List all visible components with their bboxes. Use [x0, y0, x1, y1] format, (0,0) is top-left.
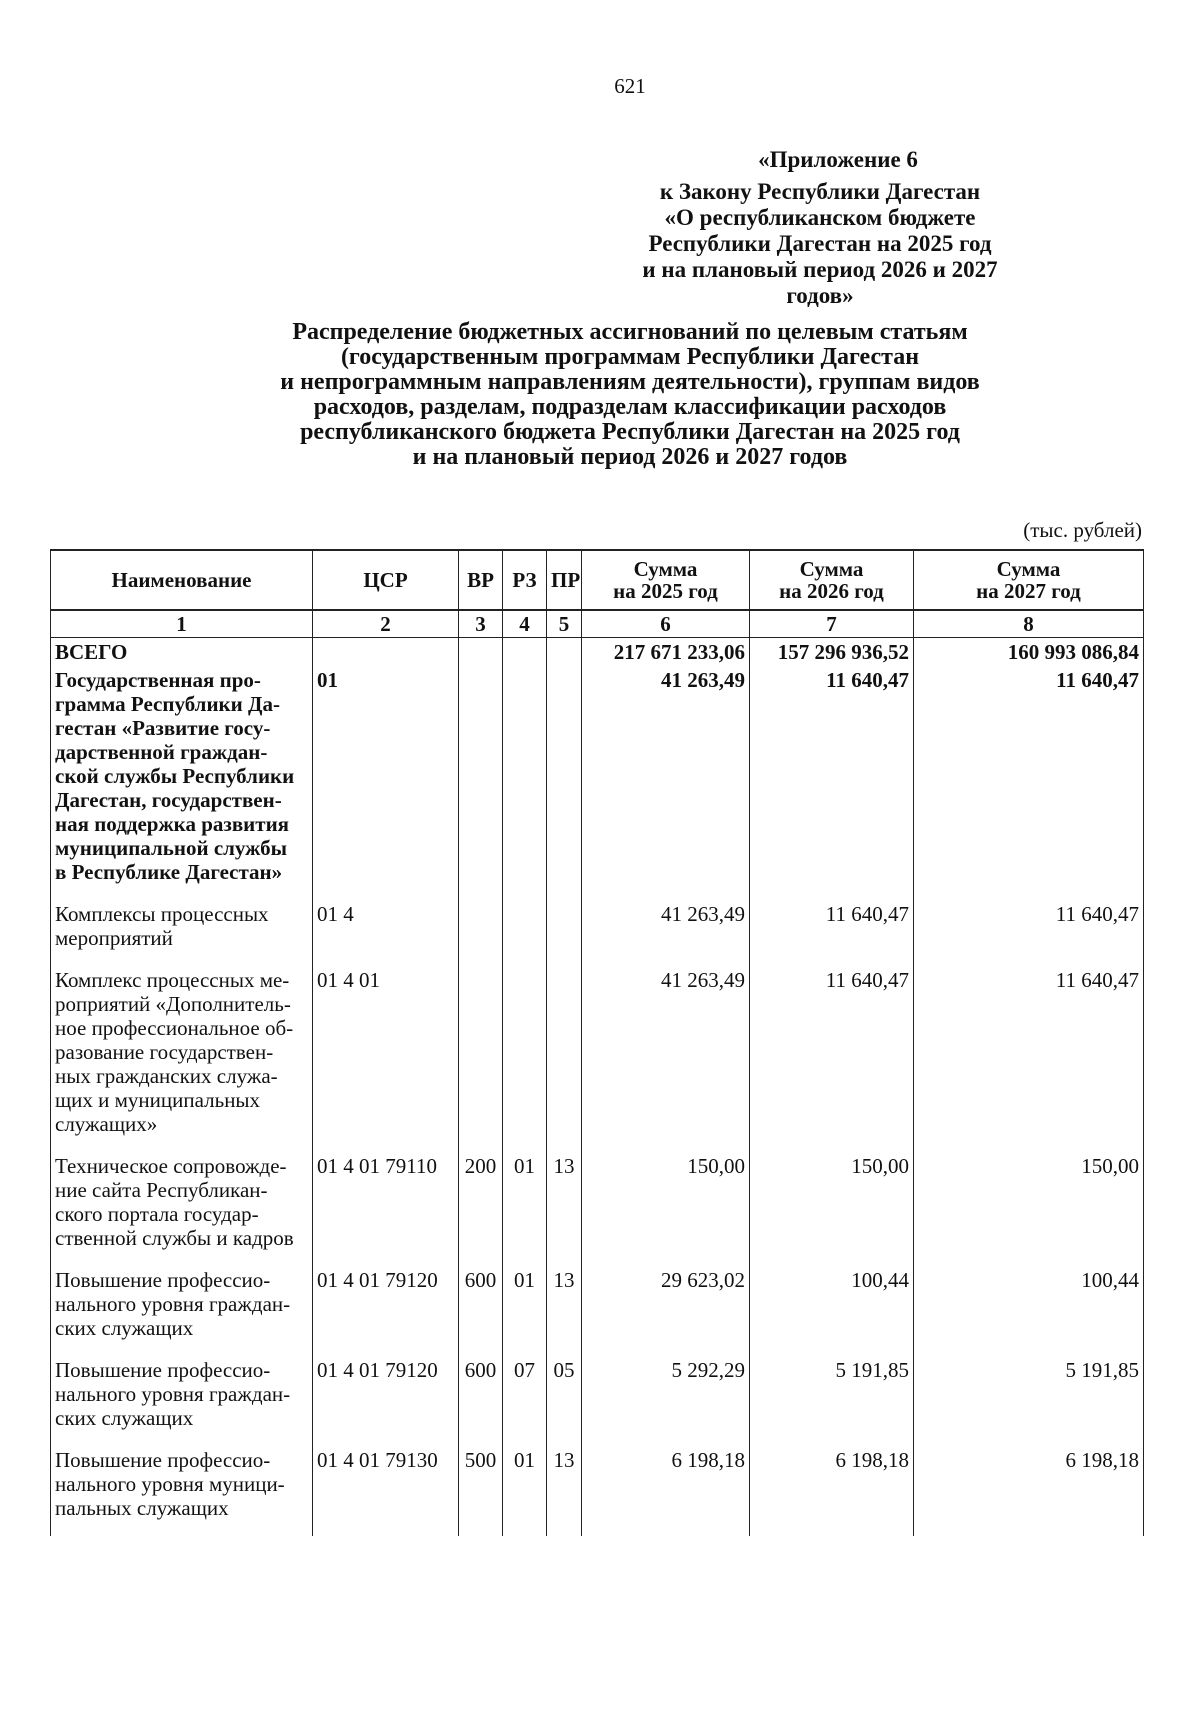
row-csr: 01 — [313, 666, 459, 900]
row-vr — [459, 638, 503, 667]
header-row — [51, 550, 1144, 610]
row-pr: 13 — [547, 1446, 582, 1536]
row-sum-2027: 100,44 — [914, 1266, 1144, 1356]
row-csr: 01 4 01 79120 — [313, 1266, 459, 1356]
table-row — [51, 638, 1144, 667]
table-row — [51, 1266, 1144, 1356]
header-sum-2025-line2: на 2025 год — [613, 579, 718, 603]
col-number: 4 — [503, 610, 547, 638]
row-csr: 01 4 01 79120 — [313, 1356, 459, 1446]
row-csr — [313, 638, 459, 667]
row-sum-2025: 41 263,49 — [582, 900, 750, 966]
row-pr — [547, 638, 582, 667]
header-sum-2027-line2: на 2027 год — [976, 579, 1081, 603]
row-name: Государственная про- грамма Республики Да- гестан «Развитие госу- дарственной граждан- ской службы Республики Дагестан, государствен- ная поддержка развития муниципальной службы в Республике Дагестан» — [51, 666, 313, 900]
row-sum-2027: 11 640,47 — [914, 666, 1144, 900]
row-vr: 600 — [459, 1266, 503, 1356]
row-csr: 01 4 01 79110 — [313, 1152, 459, 1266]
table-row — [51, 900, 1144, 966]
row-vr: 500 — [459, 1446, 503, 1536]
table-row — [51, 666, 1144, 900]
row-sum-2026: 6 198,18 — [750, 1446, 914, 1536]
row-rz: 01 — [503, 1266, 547, 1356]
col-number: 8 — [914, 610, 1144, 638]
row-sum-2026: 150,00 — [750, 1152, 914, 1266]
header-sum-2026 — [750, 550, 914, 610]
col-number: 1 — [51, 610, 313, 638]
header-name: Наименование — [51, 550, 313, 610]
row-pr — [547, 666, 582, 900]
row-name: ВСЕГО — [51, 638, 313, 667]
row-name: Повышение профессио- нального уровня муници- пальных служащих — [51, 1446, 313, 1536]
row-name: Комплекс процессных ме- роприятий «Дополнитель- ное профессиональное об- разование государствен- ных гражданских служа- щих и муниципальных служащих» — [51, 966, 313, 1152]
row-sum-2027: 5 191,85 — [914, 1356, 1144, 1446]
row-vr — [459, 666, 503, 900]
units-label: (тыс. рублей) — [1023, 518, 1142, 542]
appendix-header — [620, 147, 1020, 309]
row-sum-2025: 6 198,18 — [582, 1446, 750, 1536]
row-pr: 05 — [547, 1356, 582, 1446]
row-sum-2027: 6 198,18 — [914, 1446, 1144, 1536]
table-row — [51, 966, 1144, 1152]
budget-table — [50, 549, 1144, 1536]
row-csr: 01 4 01 79130 — [313, 1446, 459, 1536]
row-sum-2026: 157 296 936,52 — [750, 638, 914, 667]
row-sum-2027: 11 640,47 — [914, 900, 1144, 966]
row-sum-2025: 150,00 — [582, 1152, 750, 1266]
row-vr: 200 — [459, 1152, 503, 1266]
document-title — [60, 320, 1200, 470]
column-number-row — [51, 610, 1144, 638]
header-sum-2026-line1: Сумма — [799, 557, 864, 581]
row-sum-2027: 150,00 — [914, 1152, 1144, 1266]
row-sum-2026: 11 640,47 — [750, 666, 914, 900]
header-csr: ЦСР — [313, 550, 459, 610]
header-sum-2027-line1: Сумма — [996, 557, 1061, 581]
row-sum-2025: 29 623,02 — [582, 1266, 750, 1356]
header-sum-2027 — [914, 550, 1144, 610]
row-sum-2026: 5 191,85 — [750, 1356, 914, 1446]
col-number: 2 — [313, 610, 459, 638]
row-name: Комплексы процессных мероприятий — [51, 900, 313, 966]
appendix-line: «О республиканском бюджете — [664, 205, 976, 230]
header-sum-2025-line1: Сумма — [633, 557, 698, 581]
title-line: (государственным программам Республики Дагестан — [340, 344, 920, 370]
row-pr: 13 — [547, 1266, 582, 1356]
row-vr — [459, 966, 503, 1152]
title-line: республиканского бюджета Республики Дагестан на 2025 год — [300, 419, 960, 445]
header-sum-2025 — [582, 550, 750, 610]
row-rz — [503, 900, 547, 966]
table-row — [51, 1356, 1144, 1446]
row-name: Техническое сопровожде- ние сайта Республикан- ского портала государ- ственной службы и кадров — [51, 1152, 313, 1266]
row-sum-2026: 100,44 — [750, 1266, 914, 1356]
row-rz: 01 — [503, 1446, 547, 1536]
appendix-line: Республики Дагестан на 2025 год — [648, 231, 992, 256]
table-row — [51, 1446, 1144, 1536]
title-line: Распределение бюджетных ассигнований по целевым статьям — [292, 319, 968, 345]
row-sum-2026: 11 640,47 — [750, 900, 914, 966]
title-line: и непрограммным направлениям деятельности), группам видов — [280, 369, 980, 395]
row-vr: 600 — [459, 1356, 503, 1446]
row-name: Повышение профессио- нального уровня граждан- ских служащих — [51, 1356, 313, 1446]
col-number: 5 — [547, 610, 582, 638]
header-vr: ВР — [459, 550, 503, 610]
appendix-line: к Закону Республики Дагестан — [659, 179, 981, 204]
row-rz: 07 — [503, 1356, 547, 1446]
col-number: 6 — [582, 610, 750, 638]
row-csr: 01 4 01 — [313, 966, 459, 1152]
row-csr: 01 4 — [313, 900, 459, 966]
row-rz: 01 — [503, 1152, 547, 1266]
title-line: расходов, разделам, подразделам классификации расходов — [313, 394, 947, 420]
row-name: Повышение профессио- нального уровня граждан- ских служащих — [51, 1266, 313, 1356]
header-pr: ПР — [547, 550, 582, 610]
row-sum-2027: 11 640,47 — [914, 966, 1144, 1152]
row-rz — [503, 966, 547, 1152]
row-pr — [547, 900, 582, 966]
row-pr — [547, 966, 582, 1152]
table-row — [51, 1152, 1144, 1266]
row-sum-2025: 41 263,49 — [582, 966, 750, 1152]
title-line: и на плановый период 2026 и 2027 годов — [412, 444, 848, 470]
appendix-title: «Приложение 6 — [758, 147, 918, 172]
row-pr: 13 — [547, 1152, 582, 1266]
row-sum-2025: 5 292,29 — [582, 1356, 750, 1446]
col-number: 3 — [459, 610, 503, 638]
row-rz — [503, 638, 547, 667]
row-sum-2026: 11 640,47 — [750, 966, 914, 1152]
col-number: 7 — [750, 610, 914, 638]
page-number: 621 — [614, 74, 646, 98]
table-body — [51, 638, 1144, 1537]
header-rz: РЗ — [503, 550, 547, 610]
row-sum-2027: 160 993 086,84 — [914, 638, 1144, 667]
row-vr — [459, 900, 503, 966]
row-rz — [503, 666, 547, 900]
appendix-line: и на плановый период 2026 и 2027 годов» — [642, 257, 998, 308]
row-sum-2025: 41 263,49 — [582, 666, 750, 900]
header-sum-2026-line2: на 2026 год — [779, 579, 884, 603]
row-sum-2025: 217 671 233,06 — [582, 638, 750, 667]
